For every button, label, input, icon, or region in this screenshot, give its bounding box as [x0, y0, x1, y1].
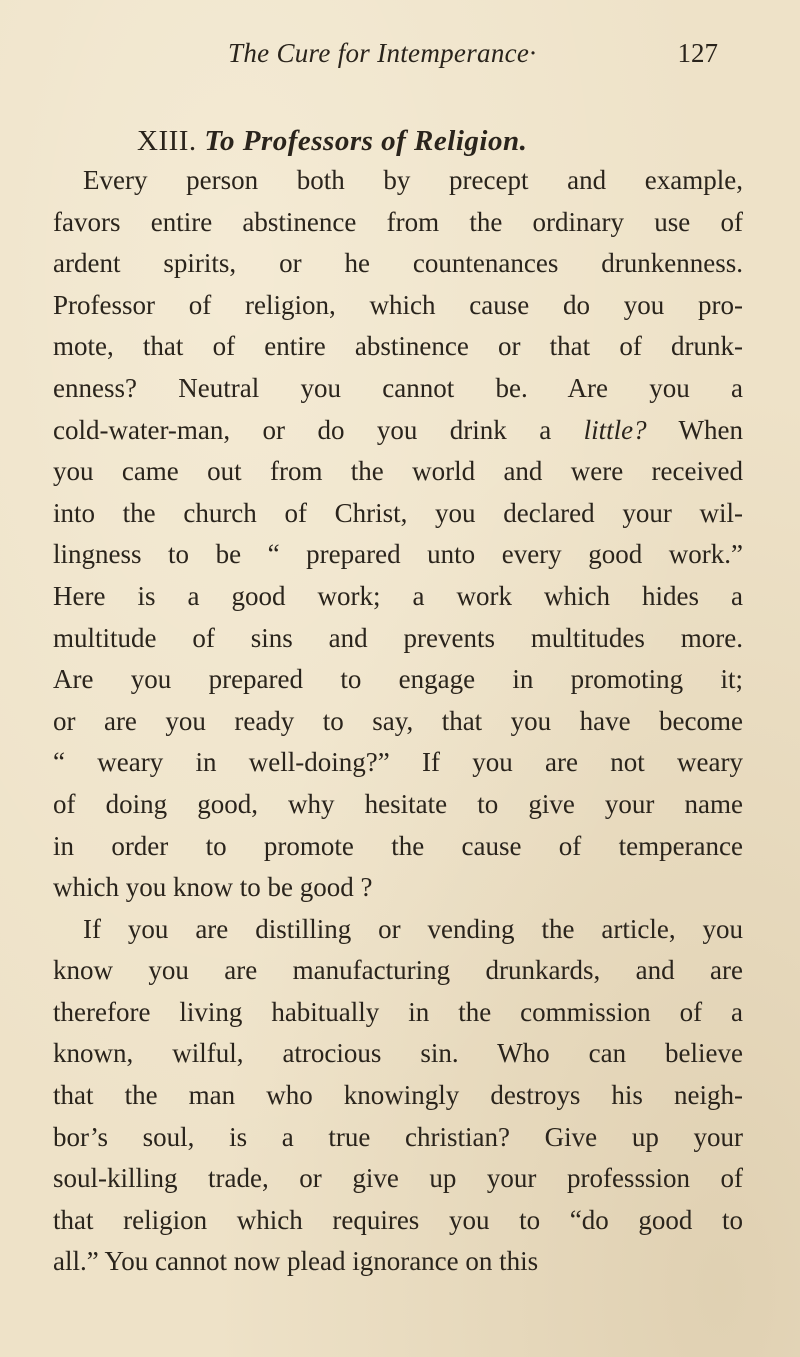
text-run: When	[678, 414, 744, 445]
running-title: The Cure for Intemperance·	[228, 38, 537, 68]
text-line: you came out from the world and were received	[53, 456, 743, 487]
section-number: XIII.	[137, 125, 197, 157]
text-line: bor’s soul, is a true christian? Give up your	[53, 1121, 743, 1152]
text-line: know you are manufacturing drunkards, and are	[53, 955, 743, 986]
text-line: lingness to be “ prepared unto every good work.”	[53, 539, 743, 570]
text-line: into the church of Christ, you declared your wil-	[53, 497, 743, 528]
italic-word: little?	[583, 414, 647, 445]
text-line: known, wilful, atrocious sin. Who can believe	[53, 1038, 743, 1069]
text-line: ardent spirits, or he countenances drunkenness.	[53, 248, 743, 279]
text-line: Professor of religion, which cause do you pro-	[53, 289, 743, 320]
text-line: “ weary in well-doing?” If you are not weary	[53, 747, 743, 778]
body-text	[53, 160, 743, 1283]
text-line: that the man who knowingly destroys his neigh-	[53, 1080, 743, 1111]
text-line: Here is a good work; a work which hides a	[53, 580, 743, 611]
section-heading	[137, 125, 527, 158]
text-line: that religion which requires you to “do good to	[53, 1204, 743, 1235]
text-line: Every person both by precept and example,	[83, 165, 743, 195]
text-line: mote, that of entire abstinence or that of drunk-	[53, 331, 743, 362]
text-line: which you know to be good ?	[53, 872, 373, 903]
text-line-with-italic	[53, 410, 743, 452]
section-title: To Professors of Religion.	[204, 125, 528, 157]
text-line: favors entire abstinence from the ordinary use of	[53, 206, 743, 237]
text-line: multitude of sins and prevents multitudes more.	[53, 622, 743, 653]
text-line: all.” You cannot now plead ignorance on this	[53, 1246, 539, 1277]
text-line: soul-killing trade, or give up your professsion of	[53, 1163, 743, 1194]
text-line: Are you prepared to engage in promoting it;	[53, 664, 743, 695]
text-line: enness? Neutral you cannot be. Are you a	[53, 372, 743, 403]
text-line: of doing good, why hesitate to give your name	[53, 788, 743, 819]
text-line: If you are distilling or vending the article, you	[83, 913, 743, 944]
page-number: 127	[677, 38, 718, 68]
text-line: in order to promote the cause of temperance	[53, 830, 743, 861]
running-head	[228, 38, 718, 78]
text-line: or are you ready to say, that you have become	[53, 705, 743, 736]
text-line: therefore living habitually in the commission of a	[53, 996, 743, 1027]
text-run: cold-water-man, or do you drink a	[53, 414, 552, 445]
